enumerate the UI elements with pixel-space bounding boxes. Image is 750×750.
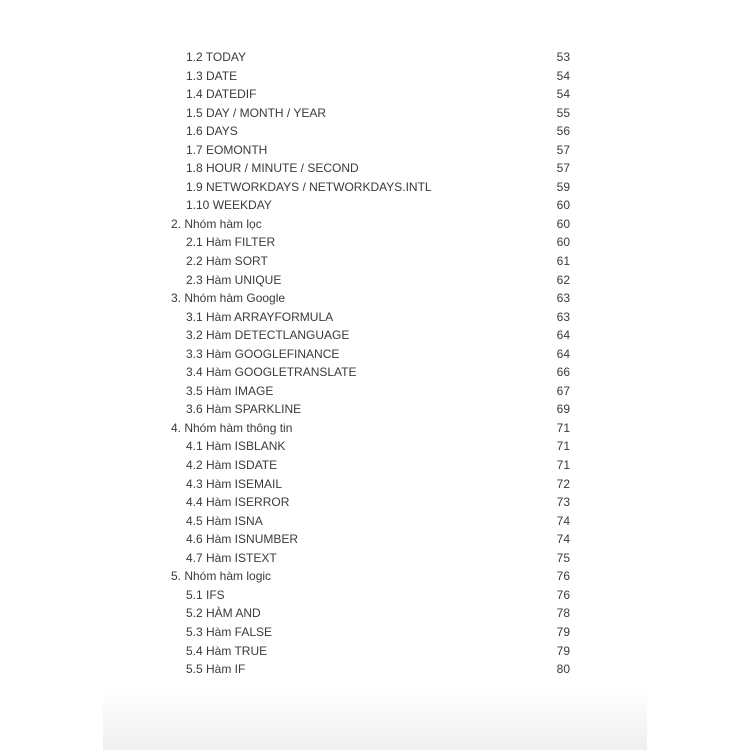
toc-entry-label: 1.5 DAY / MONTH / YEAR: [186, 105, 327, 120]
toc-subsection-entry: [0, 196, 750, 215]
toc-entry-label: 1.10 WEEKDAY: [186, 198, 272, 213]
toc-entry-label: 1.9 NETWORKDAYS / NETWORKDAYS.INTL: [186, 179, 432, 194]
toc-entry-label: 4.6 Hàm ISNUMBER: [186, 532, 299, 547]
toc-page-number: 74: [556, 513, 570, 528]
toc-subsection-entry: [0, 178, 750, 197]
toc-entry-label: 2.2 Hàm SORT: [186, 254, 268, 269]
toc-subsection-entry: [0, 271, 750, 290]
toc-subsection-entry: [0, 252, 750, 271]
toc-subsection-entry: [0, 437, 750, 456]
toc-entry-label: 1.7 EOMONTH: [186, 142, 268, 157]
toc-subsection-entry: [0, 475, 750, 494]
toc-section-entry: [0, 289, 750, 308]
toc-subsection-entry: [0, 623, 750, 642]
toc-subsection-entry: [0, 642, 750, 661]
toc-subsection-entry: [0, 530, 750, 549]
toc-entry-label: 5.1 IFS: [186, 587, 225, 602]
toc-page-number: 57: [556, 161, 570, 176]
toc-subsection-entry: [0, 85, 750, 104]
toc-subsection-entry: [0, 604, 750, 623]
toc-entry-label: 3.2 Hàm DETECTLANGUAGE: [186, 328, 350, 343]
toc-page-number: 73: [556, 495, 570, 510]
toc-subsection-entry: [0, 493, 750, 512]
toc-subsection-entry: [0, 586, 750, 605]
toc-entry-label: 2.3 Hàm UNIQUE: [186, 272, 282, 287]
toc-entry-label: 5.4 Hàm TRUE: [186, 643, 268, 658]
toc-subsection-entry: [0, 67, 750, 86]
toc-subsection-entry: [0, 233, 750, 252]
toc-page-number: 69: [556, 402, 570, 417]
toc-entry-label: 2. Nhóm hàm lọc: [171, 216, 262, 231]
toc-entry-label: 3.5 Hàm IMAGE: [186, 383, 274, 398]
toc-subsection-entry: [0, 363, 750, 382]
toc-entry-label: 1.2 TODAY: [186, 50, 247, 64]
toc-page-number: 62: [556, 272, 570, 287]
toc-page-number: 71: [556, 458, 570, 473]
toc-page-number: 72: [556, 476, 570, 491]
toc-entry-label: 1.8 HOUR / MINUTE / SECOND: [186, 161, 359, 176]
toc-page-number: 55: [556, 105, 570, 120]
toc-page-number: 59: [556, 179, 570, 194]
toc-section-entry: [0, 215, 750, 234]
toc-subsection-entry: [0, 512, 750, 531]
toc-entry-label: 5.2 HÀM AND: [186, 606, 261, 621]
toc-page-number: 79: [556, 624, 570, 639]
toc-entry-label: 5.5 Hàm IF: [186, 662, 246, 677]
toc-page-number: 60: [556, 216, 570, 231]
toc-page-number: 71: [556, 420, 570, 435]
toc-page-number: 71: [556, 439, 570, 454]
toc-subsection-entry: [0, 549, 750, 568]
toc-page-number: 61: [556, 254, 570, 269]
toc-page-number: 53: [556, 50, 570, 64]
toc-subsection-entry: [0, 48, 750, 67]
toc-subsection-entry: [0, 122, 750, 141]
toc-page-number: 76: [556, 587, 570, 602]
toc-page-number: 60: [556, 235, 570, 250]
toc-section-entry: [0, 567, 750, 586]
table-of-contents: [0, 48, 750, 679]
toc-subsection-entry: [0, 382, 750, 401]
toc-subsection-entry: [0, 345, 750, 364]
toc-section-entry: [0, 419, 750, 438]
toc-subsection-entry: [0, 104, 750, 123]
toc-entry-label: 3.4 Hàm GOOGLETRANSLATE: [186, 365, 357, 380]
toc-page-number: 76: [556, 569, 570, 584]
toc-page-number: 64: [556, 346, 570, 361]
toc-entry-label: 1.4 DATEDIF: [186, 87, 257, 102]
toc-page-number: 80: [556, 662, 570, 677]
toc-page-number: 67: [556, 383, 570, 398]
toc-subsection-entry: [0, 308, 750, 327]
toc-entry-label: 4. Nhóm hàm thông tin: [171, 420, 293, 435]
toc-page-number: 66: [556, 365, 570, 380]
toc-entry-label: 5. Nhóm hàm logic: [171, 569, 272, 584]
toc-entry-label: 4.3 Hàm ISEMAIL: [186, 476, 283, 491]
toc-subsection-entry: [0, 400, 750, 419]
toc-page-number: 64: [556, 328, 570, 343]
toc-subsection-entry: [0, 660, 750, 679]
toc-page-number: 75: [556, 550, 570, 565]
toc-page-number: 57: [556, 142, 570, 157]
toc-page-number: 54: [556, 68, 570, 83]
toc-entry-label: 5.3 Hàm FALSE: [186, 624, 273, 639]
toc-entry-label: 4.5 Hàm ISNA: [186, 513, 263, 528]
toc-page-number: 63: [556, 309, 570, 324]
toc-entry-label: 4.7 Hàm ISTEXT: [186, 550, 277, 565]
toc-entry-label: 3. Nhóm hàm Google: [171, 291, 286, 306]
toc-page-number: 74: [556, 532, 570, 547]
page-bottom-shadow: [103, 690, 647, 750]
toc-subsection-entry: [0, 159, 750, 178]
toc-page-number: 56: [556, 124, 570, 139]
toc-entry-label: 1.6 DAYS: [186, 124, 238, 139]
toc-entry-label: 1.3 DATE: [186, 68, 238, 83]
toc-subsection-entry: [0, 456, 750, 475]
toc-entry-label: 3.1 Hàm ARRAYFORMULA: [186, 309, 334, 324]
toc-entry-label: 4.2 Hàm ISDATE: [186, 458, 278, 473]
toc-entry-label: 4.4 Hàm ISERROR: [186, 495, 290, 510]
toc-page-number: 54: [556, 87, 570, 102]
toc-entry-label: 4.1 Hàm ISBLANK: [186, 439, 286, 454]
toc-subsection-entry: [0, 326, 750, 345]
toc-page-number: 79: [556, 643, 570, 658]
toc-page-number: 60: [556, 198, 570, 213]
toc-page-number: 63: [556, 291, 570, 306]
toc-entry-label: 3.6 Hàm SPARKLINE: [186, 402, 302, 417]
toc-entry-label: 3.3 Hàm GOOGLEFINANCE: [186, 346, 340, 361]
toc-subsection-entry: [0, 141, 750, 160]
toc-entry-label: 2.1 Hàm FILTER: [186, 235, 276, 250]
toc-page-number: 78: [556, 606, 570, 621]
